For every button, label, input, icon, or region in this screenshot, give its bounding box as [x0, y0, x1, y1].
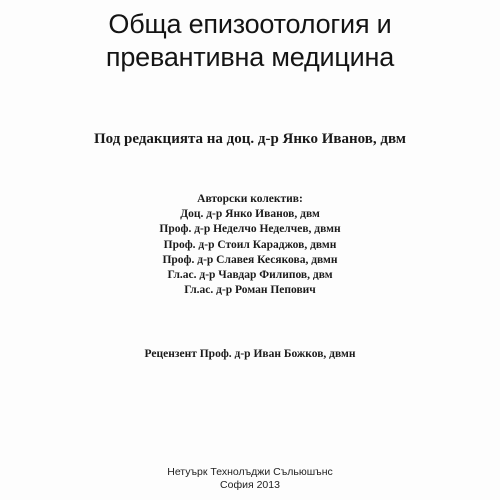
reviewer-line: Рецензент Проф. д-р Иван Божков, двмн — [144, 348, 356, 360]
book-title-line-2: превантивна медицина — [105, 42, 395, 72]
author-name: Проф. д-р Неделчо Неделчев, двмн — [159, 223, 341, 236]
authors-block — [0, 192, 500, 298]
author-name: Доц. д-р Янко Иванов, двм — [180, 208, 320, 221]
author-name: Проф. д-р Стоил Караджов, двмн — [163, 238, 337, 251]
authors-heading: Авторски колектив: — [197, 193, 303, 205]
author-name: Гл.ас. д-р Роман Пепович — [184, 284, 316, 297]
author-name: Проф. д-р Славея Кесякова, двмн — [162, 253, 338, 266]
author-name: Гл.ас. д-р Чавдар Филипов, двм — [167, 269, 333, 282]
publisher-city-year: София 2013 — [220, 479, 280, 491]
editor-line: Под редакцията на доц. д-р Янко Иванов, двм — [93, 131, 407, 147]
book-title-line-1: Обща епизоотология и — [108, 9, 392, 39]
publisher-name: Нетуърк Технолъджи Съльюшънс — [167, 466, 333, 478]
